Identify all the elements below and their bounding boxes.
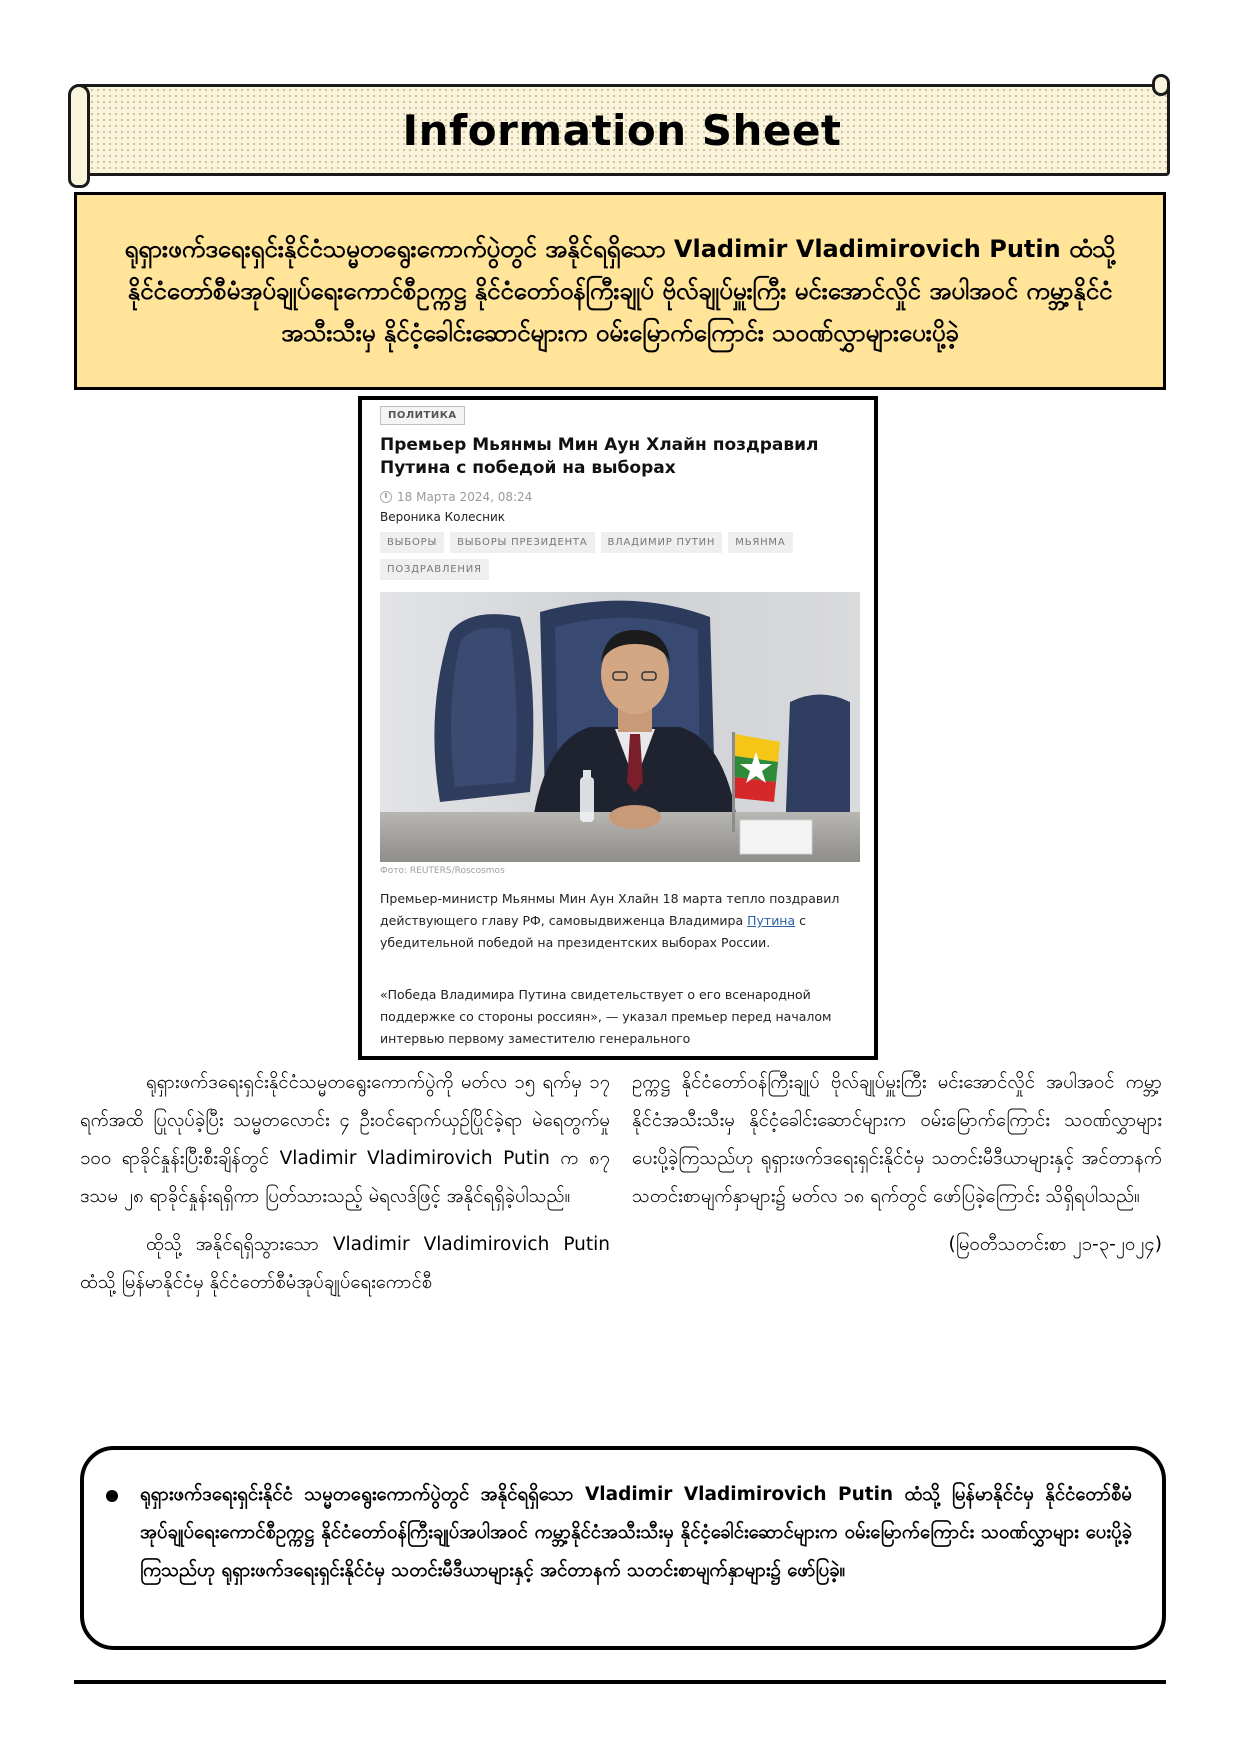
article-body-text: Премьер-министр Мьянмы Мин Аун Хлайн 18 марта тепло поздравил действующего главу РФ, самовыдвиженца Владимира [380,891,840,928]
bottom-rule [74,1680,1166,1684]
article-author: Вероника Колесник [380,510,506,524]
page-title: Information Sheet [402,105,842,155]
article-tags [380,532,860,580]
article-body [380,888,860,954]
article-headline: Премьер Мьянмы Мин Аун Хлайн поздравил Путина с победой на выборах [380,435,819,478]
article-date-text: 18 Марта 2024, 08:24 [397,490,533,504]
article-tag: ВЛАДИМИР ПУТИН [601,532,723,553]
body-paragraph-1: ရုရှားဖက်ဒရေးရှင်းနိုင်ငံသမ္မတရွေးကောက်ပွဲကို မတ်လ ၁၅ ရက်မှ ၁၇ ရက်အထိ ပြုလုပ်ခဲ့ပြီး သမ္မတလောင်း ၄ ဦးဝင်ရောက်ယှဉ်ပြိုင်ခဲ့ရာ မဲရေတွက်မှု ၁၀၀ ရာခိုင်နှုန်းပြီးစီးချိန်တွင် Vladimir Vladimirovich Putin က ၈၇ ဒသမ ၂၈ ရာခိုင်နှုန်းရရှိကာ ပြတ်သားသည့် မဲရလဒ်ဖြင့် အနိုင်ရရှိခဲ့ပါသည်။ [80,1072,610,1207]
article-screenshot [358,396,878,1060]
article-tag: МЬЯНМА [728,532,792,553]
bullet-icon [106,1490,118,1502]
photo-credit: Фото: REUTERS/Roscosmos [380,866,505,876]
article-body-link[interactable]: Путина [747,913,796,928]
summary-text: ရုရှားဖက်ဒရေးရှင်းနိုင်ငံ သမ္မတရွေးကောက်ပွဲတွင် အနိုင်ရရှိသော Vladimir Vladimirovich Putin ထံသို့ မြန်မာနိုင်ငံမှ နိုင်ငံတော်စီမံအုပ်ချုပ်ရေးကောင်စီဥက္ကဋ္ဌ နိုင်ငံတော်ဝန်ကြီးချုပ်အပါအဝင် ကမ္ဘာ့နိုင်ငံအသီးသီးမှ နိုင်ငံ့ခေါင်းဆောင်များက ဝမ်းမြောက်ကြောင်း သဝဏ်လွှာများ ပေးပို့ခဲ့ကြသည်ဟု ရုရှားဖက်ဒရေးရှင်းနိုင်ငံမှ သတင်းမီဒီယာများနှင့် အင်တာနက် သတင်းစာမျက်နှာများ၌ ဖော်ပြခဲ့။ [140,1484,1132,1581]
photo-illustration [380,592,860,862]
summary-box [80,1446,1166,1650]
article-tag: ПОЗДРАВЛЕНИЯ [380,559,489,580]
article-date [380,490,532,504]
article-quote: «Победа Владимира Путина свидетельствует о его всенародной поддержке со стороны россиян», — указал премьер перед началом интервью первому заместителю генерального [380,987,832,1046]
article-category: ПОЛИТИКА [380,406,465,425]
news-source: (မြဝတီသတင်းစာ ၂၁-၃-၂၀၂၄) [948,1234,1162,1255]
body-column-left [80,1064,610,1312]
body-paragraph-2-start: ထိုသို့ အနိုင်ရရှိသွားသော Vladimir Vladimirovich Putin ထံသို့ မြန်မာနိုင်ငံမှ နိုင်ငံတော်စီမံအုပ်ချုပ်ရေးကောင်စီ [80,1234,610,1293]
headline-text: ရုရှားဖက်ဒရေးရှင်းနိုင်ငံသမ္မတရွေးကောက်ပွဲတွင် အနိုင်ရရှိသော Vladimir Vladimirovich Putin ထံသို့ နိုင်ငံတော်စီမံအုပ်ချုပ်ရေးကောင်စီဥက္ကဋ္ဌ နိုင်ငံတော်ဝန်ကြီးချုပ် ဗိုလ်ချုပ်မှူးကြီး မင်းအောင်လှိုင် အပါအဝင် ကမ္ဘာ့နိုင်ငံအသီးသီးမှ နိုင်ငံ့ခေါင်းဆောင်များက ဝမ်းမြောက်ကြောင်း သဝဏ်လွှာများပေးပို့ခဲ့ [124,235,1116,347]
headline-box [74,192,1166,390]
article-body-text-end: с убедительной победой на президентских выборах России. [380,913,807,950]
clock-icon [380,491,392,503]
body-column-right [632,1064,1162,1274]
article-photo [380,592,860,862]
article-tag: ВЫБОРЫ ПРЕЗИДЕНТА [450,532,594,553]
article-tag: ВЫБОРЫ [380,532,444,553]
body-paragraph-2-end: ဥက္ကဋ္ဌ နိုင်ငံတော်ဝန်ကြီးချုပ် ဗိုလ်ချုပ်မှူးကြီး မင်းအောင်လှိုင် အပါအဝင် ကမ္ဘာ့နိုင်ငံအသီးသီးမှ နိုင်ငံ့ခေါင်းဆောင်များက ဝမ်းမြောက်ကြောင်း သဝဏ်လွှာများ ပေးပို့ခဲ့ကြသည်ဟု ရုရှားဖက်ဒရေးရှင်းနိုင်ငံမှ သတင်းမီဒီယာများနှင့် အင်တာနက်သတင်းစာမျက်နှာများ၌ မတ်လ ၁၈ ရက်တွင် ဖော်ပြခဲ့ကြောင်း သိရှိရပါသည်။ [632,1072,1162,1207]
